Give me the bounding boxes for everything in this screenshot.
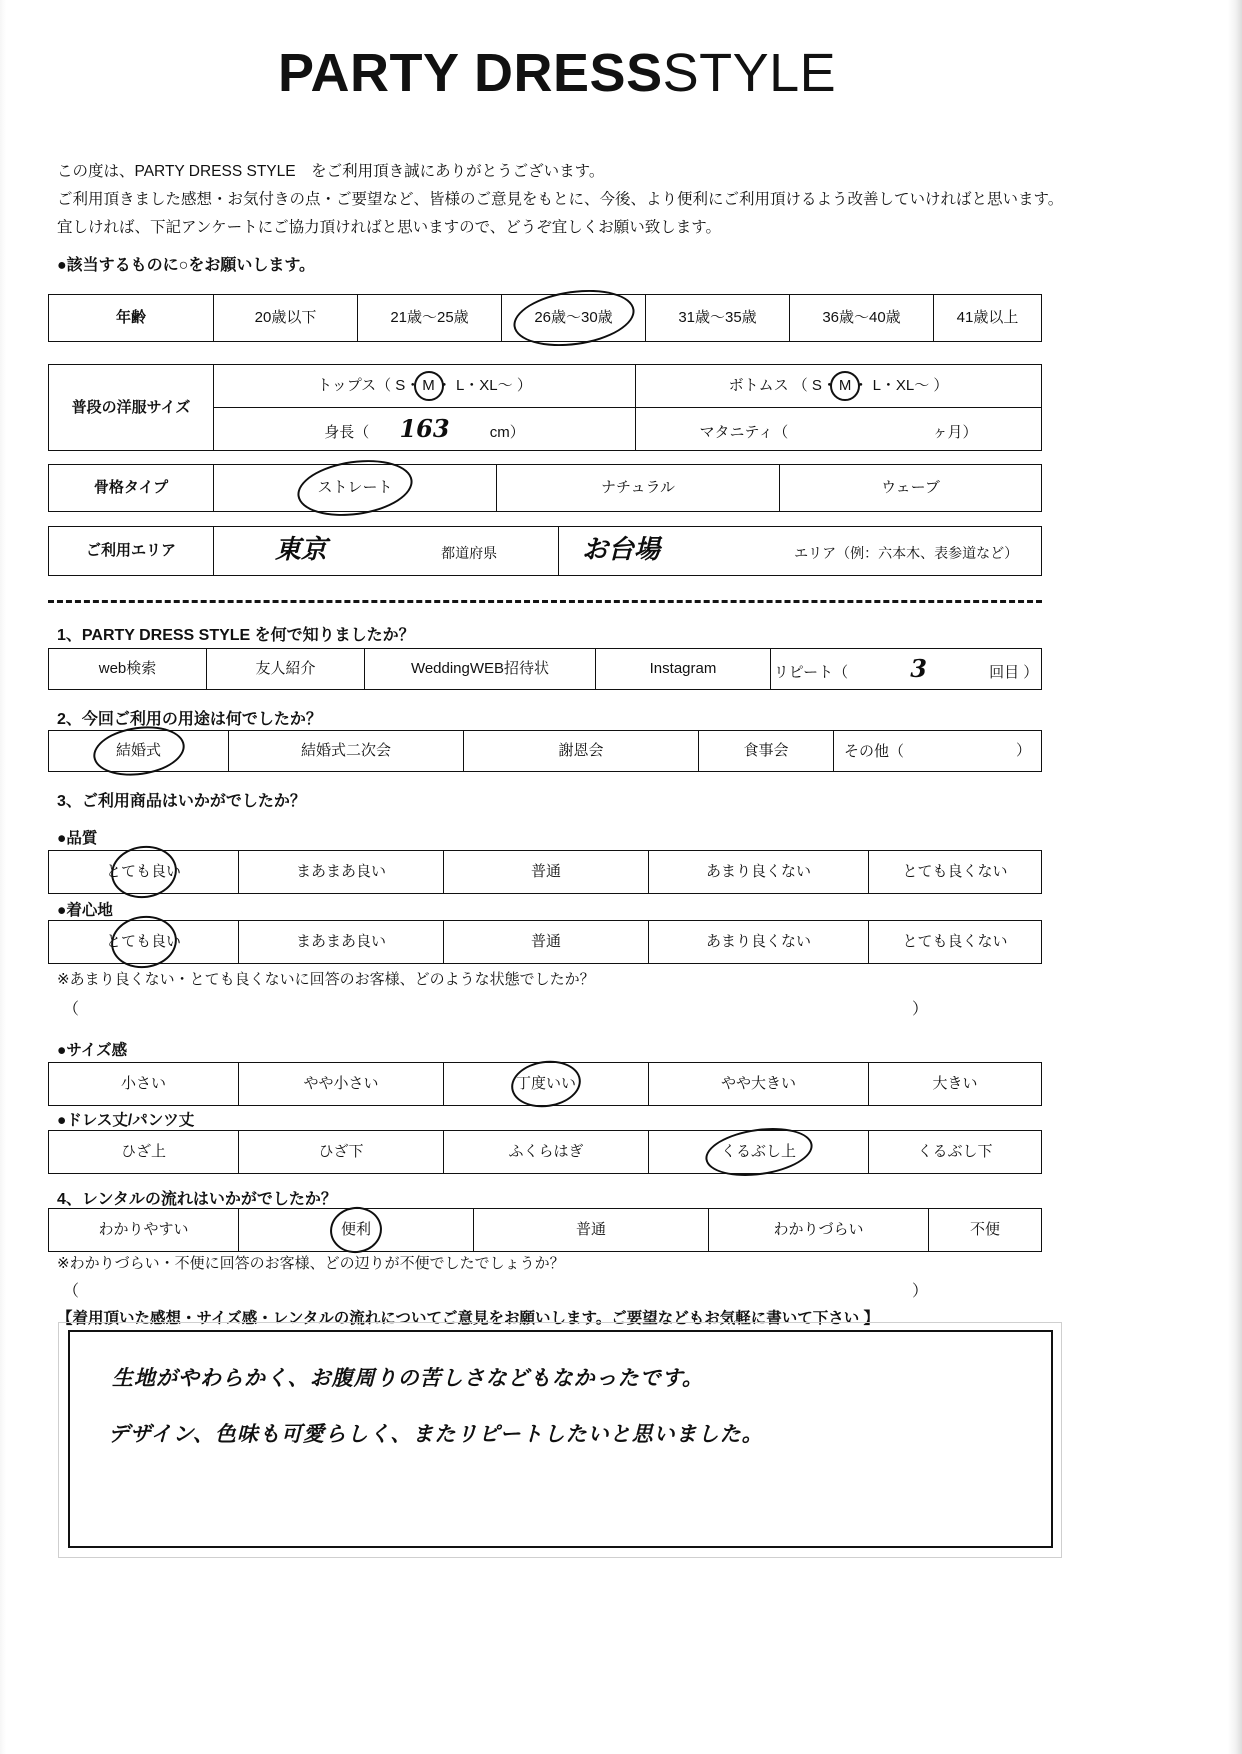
table-row (49, 1063, 1042, 1106)
area-label: ご利用エリア (49, 527, 214, 576)
instruction-line: ●該当するものに○をお願いします。 (57, 257, 316, 274)
quality-label: ●品質 (57, 830, 98, 847)
frame-type-label: 骨格タイプ (49, 465, 214, 512)
area-value: お台場 (581, 535, 660, 566)
size-feel-option-3[interactable] (649, 1063, 869, 1106)
age-option-1-label: 21歳～25歳 (390, 309, 469, 326)
length-table (48, 1130, 1042, 1174)
q1-option-3-label: Instagram (649, 660, 717, 677)
length-option-2-label: ふくらはぎ (508, 1143, 584, 1160)
comfort-followup-open[interactable]: （ (63, 1001, 80, 1018)
question-1-table (48, 648, 1042, 690)
quality-option-4-label: とても良くない (902, 863, 1008, 880)
age-label: 年齢 (49, 295, 214, 342)
frame-type-option-0-label: ストレート (317, 479, 393, 496)
intro-line-3: 宜しければ、下記アンケートにご協力頂ければと思いますので、どうぞ宜しくお願い致します。 (57, 219, 722, 236)
handwritten-circle-tops (414, 371, 444, 401)
age-option-4-label: 36歳～40歳 (822, 309, 901, 326)
bottoms-prefix: ボトムス （ S・ (728, 377, 837, 394)
q4-option-4-label: 不便 (969, 1221, 1000, 1238)
q4-option-1[interactable] (239, 1209, 474, 1252)
length-option-2[interactable] (444, 1131, 649, 1174)
bottoms-selected-letter: M (838, 377, 852, 394)
quality-option-4[interactable] (869, 851, 1042, 894)
scan-edge-right (1228, 0, 1242, 1754)
q4-followup-close: ） (912, 1283, 929, 1300)
q1-repeat-suffix: 回目 ） (989, 663, 1039, 681)
size-feel-option-1-label: やや小さい (303, 1075, 379, 1092)
area-table (48, 526, 1042, 576)
q4-followup-open[interactable]: （ (63, 1283, 80, 1300)
frame-type-option-1[interactable] (497, 465, 780, 512)
table-row (49, 1131, 1042, 1174)
comfort-label: ●着心地 (57, 902, 113, 919)
comfort-option-3[interactable] (649, 921, 869, 964)
comfort-option-4-label: とても良くない (902, 933, 1008, 950)
maternity-cell[interactable] (636, 408, 1042, 451)
size-feel-option-2-label: 丁度いい (515, 1075, 576, 1092)
intro-line-2: ご利用頂きました感想・お気付きの点・ご要望など、皆様のご意見をもとに、今後、より便利にご利用頂けるよう改善していければと思います。 (57, 191, 1064, 208)
length-option-3-label: くるぶし上 (720, 1143, 796, 1160)
age-option-1[interactable] (358, 295, 502, 342)
quality-option-3[interactable] (649, 851, 869, 894)
comfort-option-3-label: あまり良くない (705, 933, 811, 950)
free-comment-line-2: デザイン、色味も可愛らしく、またリピートしたいと思いました。 (108, 1421, 764, 1446)
length-option-0-label: ひざ上 (120, 1143, 166, 1160)
free-comment-line-1: 生地がやわらかく、お腹周りの苦しさなどもなかったです。 (112, 1365, 704, 1390)
q1-option-0-label: web検索 (98, 660, 157, 677)
table-row (49, 365, 1042, 408)
table-row (49, 649, 1042, 690)
quality-option-2-label: 普通 (530, 863, 561, 880)
quality-table (48, 850, 1042, 894)
size-feel-option-1[interactable] (239, 1063, 444, 1106)
quality-option-0-label: とても良い (105, 863, 181, 880)
size-feel-option-4-label: 大きい (932, 1075, 978, 1092)
tops-selected-size (420, 377, 437, 395)
prefecture-value: 東京 (274, 535, 327, 566)
length-option-4[interactable] (869, 1131, 1042, 1174)
age-option-0-label: 20歳以下 (254, 309, 317, 326)
size-feel-option-3-label: やや大きい (720, 1075, 796, 1092)
q4-option-0-label: わかりやすい (98, 1221, 189, 1238)
table-row (49, 527, 1042, 576)
maternity-unit: ヶ月） (932, 423, 978, 441)
frame-type-table (48, 464, 1042, 512)
intro-paragraph (57, 158, 1064, 242)
age-option-3[interactable] (646, 295, 790, 342)
bottoms-size-cell[interactable] (636, 365, 1042, 408)
quality-option-1-label: まあまあ良い (295, 863, 386, 880)
q1-option-2[interactable] (365, 649, 596, 690)
bottoms-suffix: ・ L・XL～ ） (853, 377, 949, 394)
table-row (49, 731, 1042, 772)
comfort-option-0[interactable] (49, 921, 239, 964)
table-row (49, 851, 1042, 894)
table-row (49, 1209, 1042, 1252)
title-brand: PARTY DRESS (278, 43, 663, 103)
q4-option-2[interactable] (474, 1209, 709, 1252)
prefecture-caption: 都道府県 (441, 545, 498, 562)
comfort-option-2-label: 普通 (530, 933, 561, 950)
title-suffix: STYLE (662, 43, 837, 103)
q2-option-3[interactable] (699, 731, 834, 772)
prefecture-cell[interactable] (214, 527, 559, 576)
comfort-option-0-label: とても良い (105, 933, 181, 950)
length-option-1[interactable] (239, 1131, 444, 1174)
q2-option-0-label: 結婚式 (115, 742, 161, 759)
size-feel-option-0[interactable] (49, 1063, 239, 1106)
area-cell[interactable] (559, 527, 1042, 576)
q2-option-2[interactable] (464, 731, 699, 772)
table-row (49, 921, 1042, 964)
free-comment-label: 【着用頂いた感想・サイズ感・レンタルの流れについてご意見をお願いします。ご要望などもお気軽に書いて下さい 】 (57, 1310, 880, 1327)
comfort-option-4[interactable] (869, 921, 1042, 964)
q1-option-2-label: WeddingWEB招待状 (410, 660, 550, 677)
q1-option-3[interactable] (596, 649, 771, 690)
age-option-2-label: 26歳～30歳 (534, 309, 613, 326)
q1-repeat-label: リピート（ (773, 663, 849, 681)
age-option-4[interactable] (790, 295, 934, 342)
comfort-option-1-label: まあまあ良い (295, 933, 386, 950)
q4-option-4[interactable] (929, 1209, 1042, 1252)
frame-type-option-2-label: ウェーブ (881, 479, 940, 496)
frame-type-option-0[interactable] (214, 465, 497, 512)
tops-selected-letter: M (422, 377, 435, 394)
age-option-5-label: 41歳以上 (956, 309, 1019, 326)
size-feel-option-4[interactable] (869, 1063, 1042, 1106)
q1-option-1[interactable] (207, 649, 365, 690)
question-2-title: 2、今回ご利用の用途は何でしたか？ (57, 711, 322, 728)
question-4-table (48, 1208, 1042, 1252)
tops-size-cell[interactable] (214, 365, 636, 408)
table-row (49, 465, 1042, 512)
intro-line-1: この度は、PARTY DRESS STYLE をご利用頂き誠にありがとうございます。 (57, 163, 605, 180)
height-value: 163 (399, 413, 450, 443)
clothing-size-label: 普段の洋服サイズ (49, 365, 214, 451)
height-label: 身長（ (324, 423, 370, 441)
size-feel-option-0-label: 小さい (120, 1075, 166, 1092)
area-caption: エリア（例：六本木、表参道など） (794, 545, 1019, 562)
q2-option-1-label: 結婚式二次会 (300, 742, 391, 759)
question-2-table (48, 730, 1042, 772)
comfort-option-2[interactable] (444, 921, 649, 964)
q2-option-3-label: 食事会 (743, 742, 789, 759)
handwritten-circle-bottoms (830, 371, 860, 401)
length-option-3[interactable] (649, 1131, 869, 1174)
quality-option-2[interactable] (444, 851, 649, 894)
scan-edge-left (0, 0, 6, 1754)
quality-option-0[interactable] (49, 851, 239, 894)
frame-type-option-2[interactable] (780, 465, 1042, 512)
length-option-4-label: くるぶし下 (917, 1143, 993, 1160)
clothing-size-table (48, 364, 1042, 451)
q1-repeat-value: 3 (910, 653, 927, 683)
q1-option-0[interactable] (49, 649, 207, 690)
q2-other-close: ） (1015, 741, 1031, 759)
tops-suffix: ・ L・XL～ ） (436, 377, 532, 394)
age-option-5[interactable] (934, 295, 1042, 342)
maternity-label: マタニティ（ (699, 423, 789, 441)
q4-option-2-label: 普通 (575, 1221, 606, 1238)
q1-repeat-cell[interactable] (771, 649, 1042, 690)
height-unit: cm） (489, 423, 525, 441)
q4-option-3-label: わかりづらい (773, 1221, 864, 1238)
q1-option-1-label: 友人紹介 (255, 660, 316, 677)
age-option-0[interactable] (214, 295, 358, 342)
table-row (49, 295, 1042, 342)
frame-type-option-1-label: ナチュラル (600, 479, 676, 496)
size-feel-label: ●サイズ感 (57, 1042, 128, 1059)
height-cell[interactable] (214, 408, 636, 451)
q2-option-1[interactable] (229, 731, 464, 772)
comfort-followup-note: ※あまり良くない・とても良くないに回答のお客様、どのような状態でしたか？ (57, 971, 595, 988)
question-1-title: 1、PARTY DRESS STYLE を何で知りましたか？ (57, 627, 415, 644)
comfort-option-1[interactable] (239, 921, 444, 964)
comfort-followup-close: ） (912, 1001, 929, 1018)
q2-option-2-label: 謝恩会 (558, 742, 604, 759)
bottoms-selected-size (837, 377, 854, 395)
section-divider (48, 600, 1042, 603)
page-title (278, 43, 837, 103)
q4-option-1-label: 便利 (340, 1221, 371, 1238)
q4-option-3[interactable] (709, 1209, 929, 1252)
q4-option-0[interactable] (49, 1209, 239, 1252)
length-option-1-label: ひざ下 (318, 1143, 364, 1160)
quality-option-3-label: あまり良くない (705, 863, 811, 880)
q4-followup-note: ※わかりづらい・不便に回答のお客様、どの辺りが不便でしたでしょうか？ (57, 1255, 565, 1272)
size-feel-table (48, 1062, 1042, 1106)
q2-other-cell[interactable] (834, 731, 1042, 772)
q2-other-label: その他（ (844, 742, 905, 760)
quality-option-1[interactable] (239, 851, 444, 894)
length-option-0[interactable] (49, 1131, 239, 1174)
age-option-3-label: 31歳～35歳 (678, 309, 757, 326)
age-option-2[interactable] (502, 295, 646, 342)
q2-option-0[interactable] (49, 731, 229, 772)
age-table (48, 294, 1042, 342)
question-3-title: 3、ご利用商品はいかがでしたか？ (57, 793, 306, 810)
question-4-title: 4、レンタルの流れはいかがでしたか？ (57, 1191, 337, 1208)
comfort-table (48, 920, 1042, 964)
tops-prefix: トップス（ S・ (317, 377, 421, 394)
size-feel-option-2[interactable] (444, 1063, 649, 1106)
length-label: ●ドレス丈/パンツ丈 (57, 1112, 195, 1129)
